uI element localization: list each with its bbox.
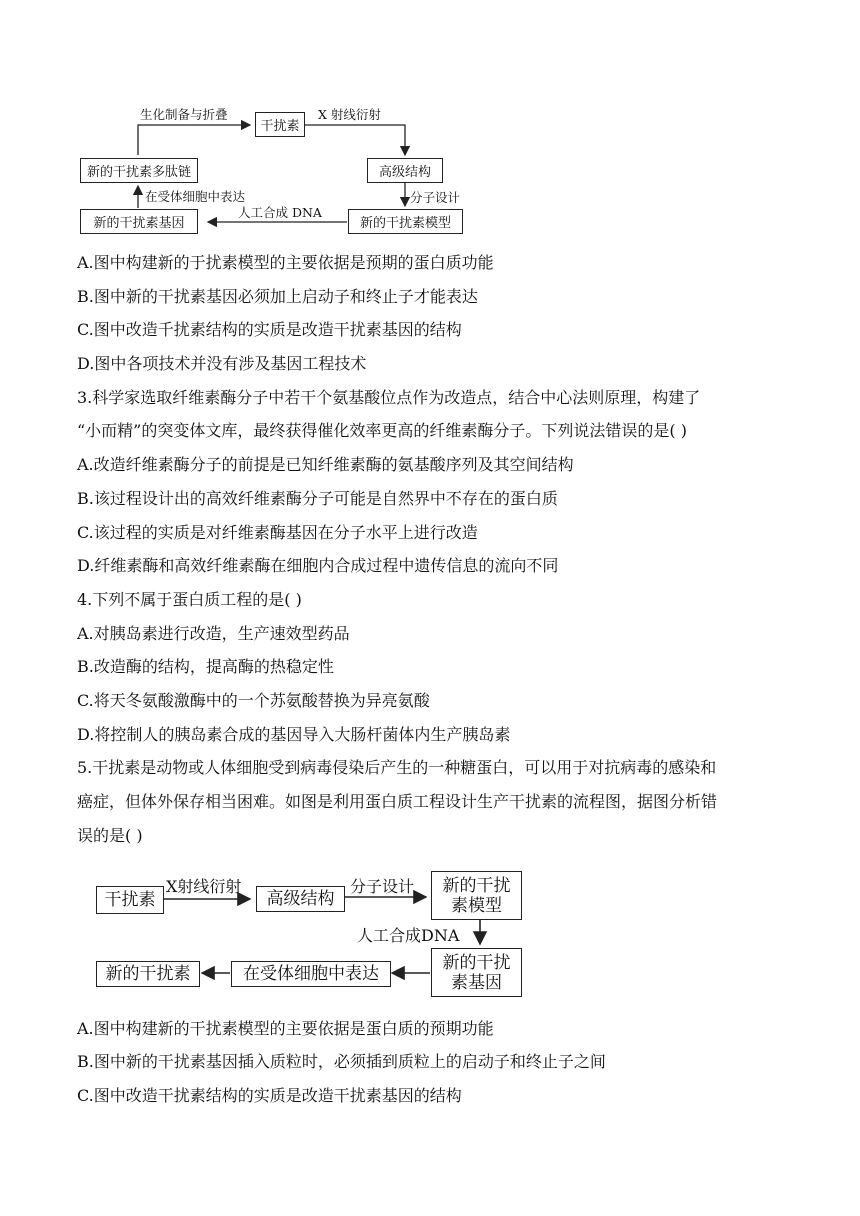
node-new-interferon-polypeptide: 新的干扰素多肽链 bbox=[80, 158, 198, 183]
node-express-in-host: 在受体细胞中表达 bbox=[231, 961, 391, 987]
node-new-gene-line2: 素基因 bbox=[451, 972, 502, 993]
q3-option-a: A.改造纤维素酶分子的前提是已知纤维素酶的氨基酸序列及其空间结构 bbox=[77, 455, 574, 474]
node-new-interferon-gene bbox=[431, 948, 522, 997]
q5-stem-line1: 5.干扰素是动物或人体细胞受到病毒侵染后产生的一种糖蛋白，可以用于对抗病毒的感染和 bbox=[77, 758, 717, 777]
q4-option-a: A.对胰岛素进行改造，生产速效型药品 bbox=[77, 624, 350, 643]
edge-label-biosynthesis-folding: 生化制备与折叠 bbox=[140, 107, 228, 122]
node-higher-structure: 高级结构 bbox=[367, 158, 443, 183]
node-interferon: 干扰素 bbox=[96, 886, 164, 914]
q5-stem-line2: 癌症，但体外保存相当困难。如图是利用蛋白质工程设计生产干扰素的流程图，据图分析错 bbox=[77, 792, 718, 811]
edge-label-molecular-design: 分子设计 bbox=[350, 877, 415, 896]
q2-option-a: A.图中构建新的于扰素模型的主要依据是预期的蛋白质功能 bbox=[77, 253, 494, 272]
node-higher-structure: 高级结构 bbox=[256, 886, 345, 912]
q2-option-b: B.图中新的干扰素基因必须加上启动子和终止子才能表达 bbox=[77, 287, 478, 306]
q2-option-c: C.图中改造千扰素结构的实质是改造干扰素基因的结构 bbox=[77, 320, 462, 339]
node-new-interferon-model bbox=[431, 871, 522, 920]
q5-stem-line3: 误的是( ) bbox=[77, 826, 143, 845]
q4-stem: 4.下列不属于蛋白质工程的是( ) bbox=[77, 590, 302, 609]
node-new-interferon-model: 新的干扰素模型 bbox=[348, 209, 463, 234]
node-interferon: 干扰素 bbox=[255, 112, 305, 137]
edge-label-artificial-dna: 人工合成 DNA bbox=[238, 205, 322, 220]
node-new-interferon-gene: 新的干扰素基因 bbox=[80, 209, 198, 234]
node-new-model-line1: 新的干扰 bbox=[442, 875, 511, 896]
q3-option-d: D.纤维素酶和高效纤维素酶在细胞内合成过程中遗传信息的流向不同 bbox=[77, 556, 559, 575]
edge-label-express-in-host: 在受体细胞中表达 bbox=[145, 189, 246, 204]
q4-option-b: B.改造酶的结构，提高酶的热稳定性 bbox=[77, 657, 334, 676]
q2-option-d: D.图中各项技术并没有涉及基因工程技术 bbox=[77, 354, 367, 373]
edge-label-artificial-dna: 人工合成DNA bbox=[357, 926, 460, 945]
node-new-gene-line1: 新的干扰 bbox=[442, 952, 511, 973]
q3-option-b: B.该过程设计出的高效纤维素酶分子可能是自然界中不存在的蛋白质 bbox=[77, 489, 558, 508]
q5-option-c: C.图中改造干扰素结构的实质是改造干扰素基因的结构 bbox=[77, 1086, 462, 1105]
node-new-model-line2: 素模型 bbox=[451, 895, 502, 916]
q4-option-d: D.将控制人的胰岛素合成的基因导入大肠杆菌体内生产胰岛素 bbox=[77, 725, 511, 744]
q5-option-a: A.图中构建新的干扰素模型的主要依据是蛋白质的预期功能 bbox=[77, 1019, 494, 1038]
edge-label-xray: X 射线衍射 bbox=[318, 107, 381, 122]
q5-option-b: B.图中新的干扰素基因插入质粒时，必须插到质粒上的启动子和终止子之间 bbox=[77, 1052, 606, 1071]
edge-label-xray: X射线衍射 bbox=[166, 877, 242, 896]
q3-stem-line2: “小而精”的突变体文库，最终获得催化效率更高的纤维素酶分子。下列说法错误的是( ) bbox=[77, 421, 687, 440]
q4-option-c: C.将天冬氨酸激酶中的一个苏氨酸替换为异亮氨酸 bbox=[77, 691, 430, 710]
q3-option-c: C.该过程的实质是对纤维素酶基因在分子水平上进行改造 bbox=[77, 523, 478, 542]
node-new-interferon: 新的干扰素 bbox=[96, 961, 200, 987]
q3-stem-line1: 3.科学家选取纤维素酶分子中若干个氨基酸位点作为改造点，结合中心法则原理，构建了 bbox=[77, 388, 701, 407]
edge-label-molecular-design: 分子设计 bbox=[410, 190, 461, 205]
